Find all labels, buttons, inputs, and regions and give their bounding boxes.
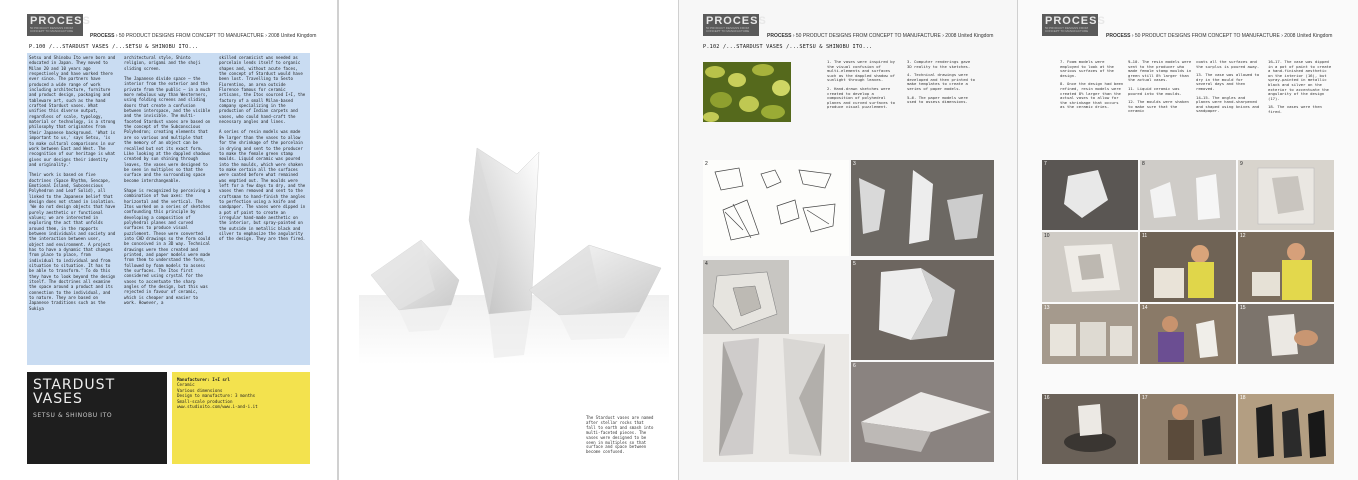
running-header-label: PROCESS (1106, 33, 1131, 39)
rendering-photo (851, 160, 994, 256)
photo-number: 15 (1240, 305, 1246, 311)
photo-number: 11 (1142, 233, 1148, 239)
running-header-subtitle: 50 PRODUCT DESIGNS FROM CONCEPT TO MANUFACTURE (118, 33, 264, 39)
caption-item: 2. Hand-drawn sketches were created to develop a composition of polyhedral planes and curved surfaces to produce visual puzzlement. (827, 85, 895, 110)
dipping-photo (1042, 394, 1138, 464)
caption-item: 11. Liquid ceramic was poured into the moulds. (1128, 85, 1182, 96)
running-header-label: PROCESS (767, 33, 792, 39)
website-links: www.studioito.com/www.i-and-i.it (177, 404, 258, 410)
photo-number: 14 (1142, 305, 1148, 311)
body-text-panel (27, 53, 310, 365)
paper-model (851, 260, 994, 360)
material: Ceramic (177, 382, 195, 388)
sketches-photo (703, 160, 849, 256)
mould (1238, 160, 1334, 230)
paragraph: architectural style, Shinto religion, origami and the shoji sliding screen. (124, 55, 201, 71)
paragraph: The Japanese divide space – the interior from the exterior and the private from the public – in a much more nebulous way than Westerners, using folding screens and sliding doors that create a confusion between interspace, and the visible and the invisible. The multi-faceted Stardust vases are based on the concept of the Subconscious Polyhedron; creating elements that are so various and multiple that the memory of an object can be recalled but not its exact form. Like looking at the dappled shadows created by sun shining through leaves, the vases were designed to be seen in multiples so that the surface and the surrounding space become interchangeable. (124, 76, 211, 183)
running-header-label: PROCESS (90, 33, 115, 39)
process-logo (27, 14, 91, 36)
hand-sharpening (1140, 304, 1236, 364)
open-mould (1042, 232, 1138, 302)
caption-item: 7. Foam models were employed to look at the various surfaces of the design. (1060, 59, 1114, 78)
paper-template (703, 260, 789, 342)
photo-number: 8 (1142, 161, 1145, 167)
paragraph: Their work is based on five doctrines (Space Rhythm, Sencape, Emotional Island, Subconscious Polyhedron and Leaf Solid), all linked to the Japanese belief that design does not stand in isolation. 'We do not design objects that have purely aesthetic or functional values; we are interested in exploring the act that unfolds around them, in the rapports between individuals and society and the interaction between user, object and environment. A project has to have a dynamic that changes from place to place, from individual to individual and from situation to situation. It has to be able to transform.' To do this they have to look beyond the design itself. The doctrines all examine the space around a product and its connection to the individual, and to nature. They are based on Japanese traditions such as the Sukiya (29, 172, 116, 311)
caption-item: 13. The vase was allowed to dry in the mould for several days and then removed. (1196, 72, 1260, 91)
photo-number: 3 (853, 161, 856, 167)
caption-column-4 (1268, 60, 1332, 119)
running-header-subtitle: 50 PRODUCT DESIGNS FROM CONCEPT TO MANUFACTURE (795, 33, 941, 39)
photo-number: 17 (1142, 395, 1148, 401)
technical-drawing-photo (703, 260, 789, 342)
pouring-photo (1140, 232, 1236, 302)
designer-names: SETSU & SHINOBU ITO (33, 412, 113, 419)
paragraph: skilled ceramicist was needed as porcelain lends itself to organic shapes and, without acute faces, the concept of Stardust would have been lost. Travelling to Sesto Fiorentino, an area outside Florence famous for ceramic artisans, the Itos sourced I+I, the factory of a small Milan-based company specializing in the production of Indian carpets and vases, who could hand-craft the necessary angles and lines. (219, 55, 306, 125)
mould-open-photo (1042, 232, 1138, 302)
foam-model (1042, 160, 1138, 230)
process-logo (1042, 14, 1106, 36)
photo-number: 13 (1044, 305, 1050, 311)
logo-wordmark: PROCESS (30, 15, 91, 27)
logo-tagline: 50 PRODUCT DESIGNS FROM CONCEPT TO MANUFACTURE (706, 26, 750, 33)
caption-column-1 (1060, 60, 1124, 114)
caption-item: 12. The moulds were shaken to make sure that the ceramic (1128, 99, 1189, 114)
production-scale: Small-scale production (177, 398, 233, 404)
page-101 (339, 0, 679, 480)
caption-item: 1. The vases were inspired by the visual confusion of multi-elements and surfaces such as the dappled shadow of sunlight through leaves. (827, 59, 895, 83)
logo-tagline: 50 PRODUCT DESIGNS FROM CONCEPT TO MANUFACTURE (30, 26, 74, 33)
photo-number: 6 (853, 363, 856, 369)
worker-pouring (1140, 232, 1236, 302)
rendered-vases (851, 160, 994, 256)
sanding-photo (1238, 304, 1334, 364)
foam-model-photo (1042, 160, 1138, 230)
running-header: PROCESS › 50 PRODUCT DESIGNS FROM CONCEPT TO MANUFACTURE › 2008 United Kingdom (90, 33, 317, 39)
photo-number: 16 (1044, 395, 1050, 401)
running-header: PROCESS › 50 PRODUCT DESIGNS FROM CONCEPT TO MANUFACTURE › 2008 United Kingdom (767, 33, 994, 39)
text-column-3 (219, 55, 307, 247)
title-block (27, 372, 167, 464)
paragraph: A series of resin models was made 8% larger than the vases to allow for the shrinkage of the porcelain in drying and sent to the producer to make the female green stamp moulds. Liquid ceramic was poured into the moulds, which were shaken to make certain all the surfaces were coated before what remained was emptied out. The moulds were left for a few days to dry, and the vases then removed and sent to the craftsman to hand-finish the angles to perfection using a knife and sandpaper. The vases were dipped in a pot of paint to create an irregular hand-made aesthetic on the interior, but spray-painted on the outside in metallic black and silver to emphasize the angularity of the design. They are then fired. (219, 129, 306, 242)
leaves-pattern (703, 62, 791, 122)
caption-item: 3. Computer renderings gave 3D reality to the sketches. (907, 59, 971, 69)
vases-photo (339, 100, 679, 380)
project-title (33, 378, 115, 406)
process-logo (703, 14, 767, 36)
photo-number: 12 (1240, 233, 1246, 239)
scale-model (851, 362, 994, 462)
dimensions: Various dimensions (177, 387, 223, 393)
running-header-year: 2008 United Kingdom (1284, 33, 1333, 39)
info-box (172, 372, 310, 464)
spray-painting-photo (1140, 394, 1236, 464)
text-column-1 (29, 55, 117, 316)
paint-dipping (1042, 394, 1138, 464)
photo-number: 10 (1044, 233, 1050, 239)
photo-number: 7 (1044, 161, 1047, 167)
project-title-line-1: STARDUST (33, 377, 116, 393)
photo-number: 2 (705, 161, 708, 167)
page-102 (679, 0, 1018, 480)
caption-item: coats all the surfaces and the surplus is poured away. (1196, 59, 1260, 69)
logo-tagline: 50 PRODUCT DESIGNS FROM CONCEPT TO MANUFACTURE (1045, 26, 1089, 33)
caption-item: 5–6. The paper models were used to assess dimensions. (907, 94, 968, 105)
photo-number: 18 (1240, 395, 1246, 401)
caption-column-2 (1128, 60, 1192, 118)
photo-number: 5 (853, 261, 856, 267)
project-title-line-2: VASES (33, 391, 83, 407)
leaves-photo (703, 62, 791, 122)
mould-photo (1238, 160, 1334, 230)
logo-wordmark: PROCESS (1045, 15, 1106, 27)
sharpening-photo (1140, 304, 1236, 364)
caption-column-3 (1196, 60, 1260, 118)
caption-column-2 (907, 60, 977, 109)
caption-item: 4. Technical drawings were developed and then printed to make templates to create a series of paper models. (907, 72, 975, 91)
caption-column-1 (827, 60, 897, 114)
running-header: PROCESS › 50 PRODUCT DESIGNS FROM CONCEPT TO MANUFACTURE › 2008 United Kingdom (1106, 33, 1333, 39)
page-100 (0, 0, 337, 480)
resin-model-photo (1140, 160, 1236, 230)
logo-wordmark: PROCESS (706, 15, 767, 27)
page-title: P.102 /...STARDUST VASES /...SETSU & SHINOBU ITO... (703, 44, 873, 50)
tall-models-photo (703, 334, 849, 462)
photo-caption: The Stardust vases are named after stellar rocks that fall to earth and smash into multi-faceted pieces. The vases were designed to be seen in multiples so that surface and space between become confused. (586, 415, 654, 455)
paper-model-photo (851, 260, 994, 360)
text-column-2 (124, 55, 212, 310)
design-time: Design to manufacture: 3 months (177, 393, 256, 399)
photo-number: 4 (705, 261, 708, 267)
finished-vases (1238, 394, 1334, 464)
shaking-photo (1238, 232, 1334, 302)
paragraph: Shape is recognized by perceiving a combination of two axes: the horizontal and the vertical. The Itos worked on a series of sketches confounding this principle by developing a composition of polyhedral planes and curved surfaces to produce visual puzzlement. These were converted into CAD drawings so the form could be conceived in a 3D way. Technical drawings were then created and printed, and paper models were made from them to understand the form, followed by foam models to assess the surfaces. The Itos first considered using crystal for the vases to accentuate the sharp angles of the design, but this was rejected in favour of ceramic, which is cheaper and easier to work. However, a (124, 187, 211, 306)
paragraph: Setsu and Shinobu Ito were born and educated in Japan. They moved to Milan 20 and 10 years ago respectively and have worked there ever since. The partners have produced a wide range of work including architecture, furniture and product design, packaging and tableware art, such as the hand crafted Stardust vases. What unifies this diverse output, regardless of scale, typology, material or technology, is a strong philosophy that originates from their Japanese background. 'What is important to us,' says Setsu, 'is to make cultural comparisons in our work between East and West. The recognition of our heritage is what gives our designs their identity and originality.' (29, 55, 116, 167)
photo-number: 9 (1240, 161, 1243, 167)
caption-item: 9–10. The resin models were sent to the producer who made female stamp moulds in green still 8% larger than the actual vases. (1128, 59, 1192, 83)
resin-models (1140, 160, 1236, 230)
page-103 (1018, 0, 1358, 480)
worker-shaking (1238, 232, 1334, 302)
info-text (177, 377, 258, 409)
hand-sanding (1238, 304, 1334, 364)
firing-photo (1238, 394, 1334, 464)
drying-photo (1042, 304, 1138, 364)
running-header-year: 2008 United Kingdom (268, 33, 317, 39)
scale-model-photo (851, 362, 994, 462)
page-title: P.100 /...STARDUST VASES /...SETSU & SHINOBU ITO... (29, 44, 199, 50)
caption-item: 8. Once the design had been refined, resin models were created 8% larger than the actual vases to allow for the shrinkage that occurs as the ceramic dries. (1060, 81, 1124, 110)
caption-item: 18. The vases were then fired. (1268, 104, 1322, 114)
running-header-year: 2008 United Kingdom (945, 33, 994, 39)
drying-moulds (1042, 304, 1138, 364)
spray-painting (1140, 394, 1236, 464)
caption-item: 16–17. The vase was dipped in a pot of paint to create a hand-finished aesthetic on the interior (16), but spray-painted in metallic black and silver on the exterior to accentuate the angularity of the design (17). (1268, 59, 1332, 101)
caption-item: 14–15. The angles and planes were hand-sharpened and shaped using knives and sandpaper. (1196, 94, 1260, 114)
manufacturer: Manufacturer: I+I srl (177, 377, 230, 382)
tall-paper-models (703, 334, 849, 462)
running-header-subtitle: 50 PRODUCT DESIGNS FROM CONCEPT TO MANUFACTURE (1134, 33, 1280, 39)
sketch-drawings (703, 160, 849, 256)
